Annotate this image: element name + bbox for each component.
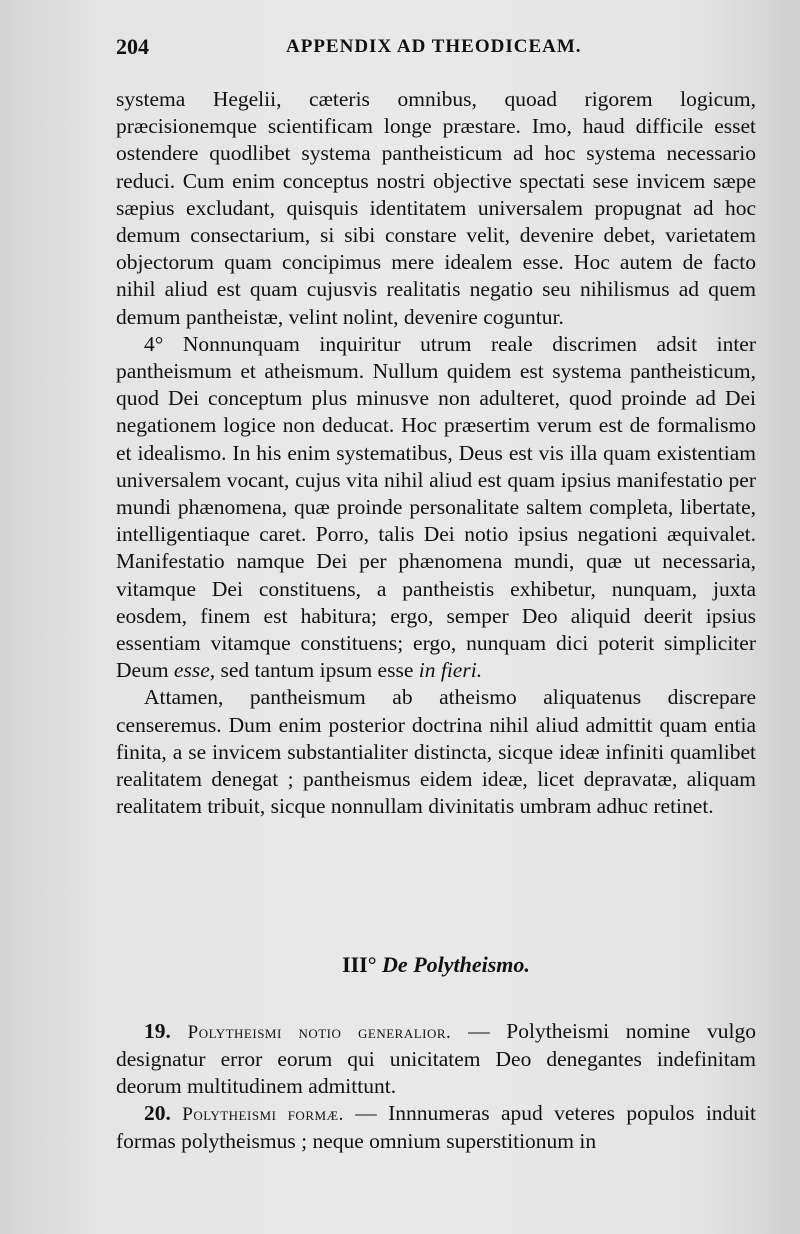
running-title: APPENDIX AD THEODICEAM.	[286, 36, 582, 57]
paragraph-2-esse: esse,	[173, 658, 216, 683]
paragraph-2-mid: sed tantum ipsum esse	[220, 658, 414, 683]
paragraph-heading: Polytheismi formæ.	[182, 1104, 344, 1125]
numbered-paragraphs	[116, 1018, 756, 1155]
section-title: De Polytheismo.	[382, 952, 530, 977]
paragraph-1: systema Hegelii, cæteris omnibus, quoad rigorem logicum, præcisionemque scientificam longe præstare. Imo, haud difficile esset ostendere quodlibet systema pantheisticum ad hoc systema necessario reduci. Cum enim conceptus nostri objective spectati sese invicem sæpe sæpius excludant, quisquis identitatem universalem propugnat ad hoc demum consectarium, si sibi constare velit, devenire debet, varietatem objectorum quam concipimus mere idealem esse. Hoc autem de facto nihil aliud est quam cujusvis realitatis negatio seu nihilismus ad quem demum pantheistæ, velint nolint, devenire coguntur.	[116, 87, 756, 329]
page-number: 204	[116, 34, 149, 59]
running-head	[116, 34, 756, 60]
paragraph-text: — Polytheismi nomine vulgo designatur error eorum qui unicitatem Deo denegantes indefinitam deorum multitudinem admittunt.	[116, 1019, 757, 1098]
section-heading	[116, 952, 756, 978]
paragraph-2-main: 4° Nonnunquam inquiritur utrum reale discrimen adsit inter pantheismum et atheismum. Nullum quidem est systema pantheisticum, quod Dei conceptum plus minusve non adulteret, quod proinde ad Dei negationem logice non deducat. Hoc præsertim verum est de formalismo et idealismo. In his enim systematibus, Deus est vis illa quam existentiam universalem vocant, cujus vita nihil aliud est quam ipsius manifestatio per mundi phænomena, quæ proinde personalitate saltem completa, libertate, intelligentiaque caret. Porro, talis Dei notio ipsius negationi æquivalet. Manifestatio namque Dei per phænomena mundi, quæ ut necessaria, vitamque Dei constituens, a pantheistis exhibetur, nunquam, juxta eosdem, finem est habitura; ergo, semper Deo aliquid deerit ipsius essentiam vitamque constituens; ergo, nunquam dici poterit simpliciter Deum	[116, 331, 756, 683]
body-text	[116, 86, 756, 820]
paragraph-text: — Innnumeras apud veteres populos induit formas polytheismus ; neque omnium superstitionum in	[116, 1101, 757, 1153]
paragraph-20	[116, 1100, 756, 1155]
section-number: III°	[342, 952, 377, 977]
paragraph-number: 20.	[144, 1101, 171, 1125]
paragraph-number: 19.	[144, 1019, 171, 1043]
paragraph-heading: Polytheismi notio generalior.	[187, 1022, 452, 1043]
paragraph-2	[116, 331, 756, 685]
paragraph-3: Attamen, pantheismum ab atheismo aliquatenus discrepare censeremus. Dum enim posterior doctrina nihil aliud admittit quam entia finita, a se invicem substantialiter distincta, sicque ideæ infiniti quamlibet realitatem denegat ; pantheismus eidem ideæ, licet depravatæ, aliquam realitatem tribuit, sicque nonnullam divinitatis umbram adhuc retinet.	[116, 685, 756, 819]
paragraph-2-in-fieri: in fieri.	[418, 658, 483, 683]
paragraph-19	[116, 1018, 756, 1100]
